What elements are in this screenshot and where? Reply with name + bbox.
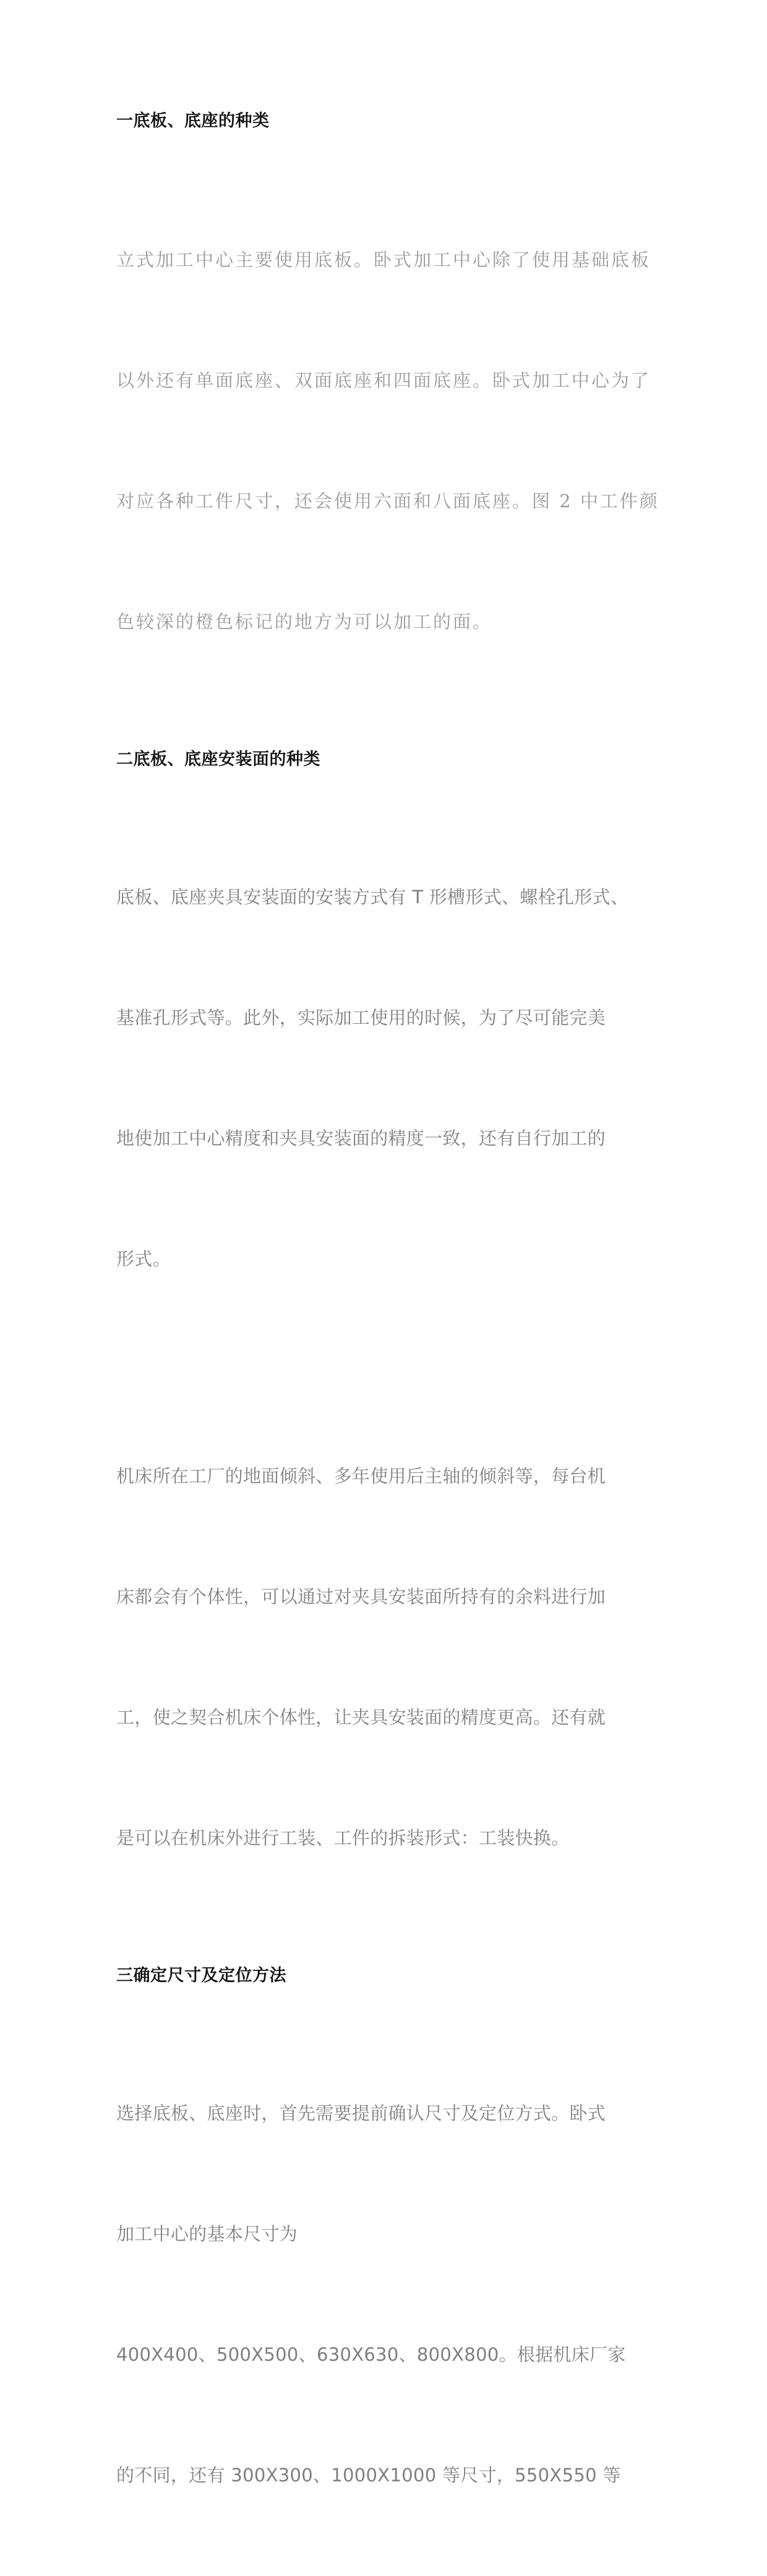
text-line: 选择底板、底座时，首先需要提前确认尺寸及定位方式。卧式 (116, 2103, 606, 2124)
text-line: 底板、底座夹具安装面的安装方式有 T 形槽形式、螺栓孔形式、 (116, 887, 629, 908)
text-line: 色较深的橙色标记的地方为可以加工的面。 (116, 611, 493, 632)
text-line: 基准孔形式等。此外，实际加工使用的时候，为了尽可能完美 (116, 1007, 606, 1028)
text-line: 立式加工中心主要使用底板。卧式加工中心除了使用基础底板 (116, 249, 651, 270)
document-body (116, 106, 659, 2576)
text-line: 的不同，还有 300X300、1000X1000 等尺寸，550X550 等 (116, 2465, 621, 2486)
text-line: 形式。 (116, 1248, 171, 1269)
text-line: 是可以在机床外进行工装、工件的拆装形式：工装快换。 (116, 1827, 570, 1848)
text-line: 400X400、500X500、630X630、800X800。根据机床厂家 (116, 2344, 626, 2365)
section-3-paragraph-1 (116, 2013, 648, 2576)
text-line: 床都会有个体性，可以通过对夹具安装面所持有的余料进行加 (116, 1586, 606, 1607)
section-2-paragraph-1 (116, 797, 648, 1360)
section-2-paragraph-2 (116, 1376, 648, 1939)
text-line: 地使加工中心精度和夹具安装面的精度一致，还有自行加工的 (116, 1128, 606, 1149)
text-line: 以外还有单面底座、双面底座和四面底座。卧式加工中心为了 (116, 370, 651, 391)
section-heading-3: 三确定尺寸及定位方法 (116, 1966, 286, 1985)
section-1-paragraph-1 (116, 160, 659, 723)
section-heading-2: 二底板、底座安装面的种类 (116, 750, 320, 769)
text-line: 对应各种工件尺寸，还会使用六面和八面底座。图 2 中工件颜 (116, 491, 659, 512)
text-line: 工，使之契合机床个体性，让夹具安装面的精度更高。还有就 (116, 1707, 606, 1728)
text-line: 加工中心的基本尺寸为 (116, 2223, 298, 2244)
text-line: 机床所在工厂的地面倾斜、多年使用后主轴的倾斜等，每台机 (116, 1466, 606, 1487)
section-heading-1: 一底板、底座的种类 (116, 111, 270, 131)
